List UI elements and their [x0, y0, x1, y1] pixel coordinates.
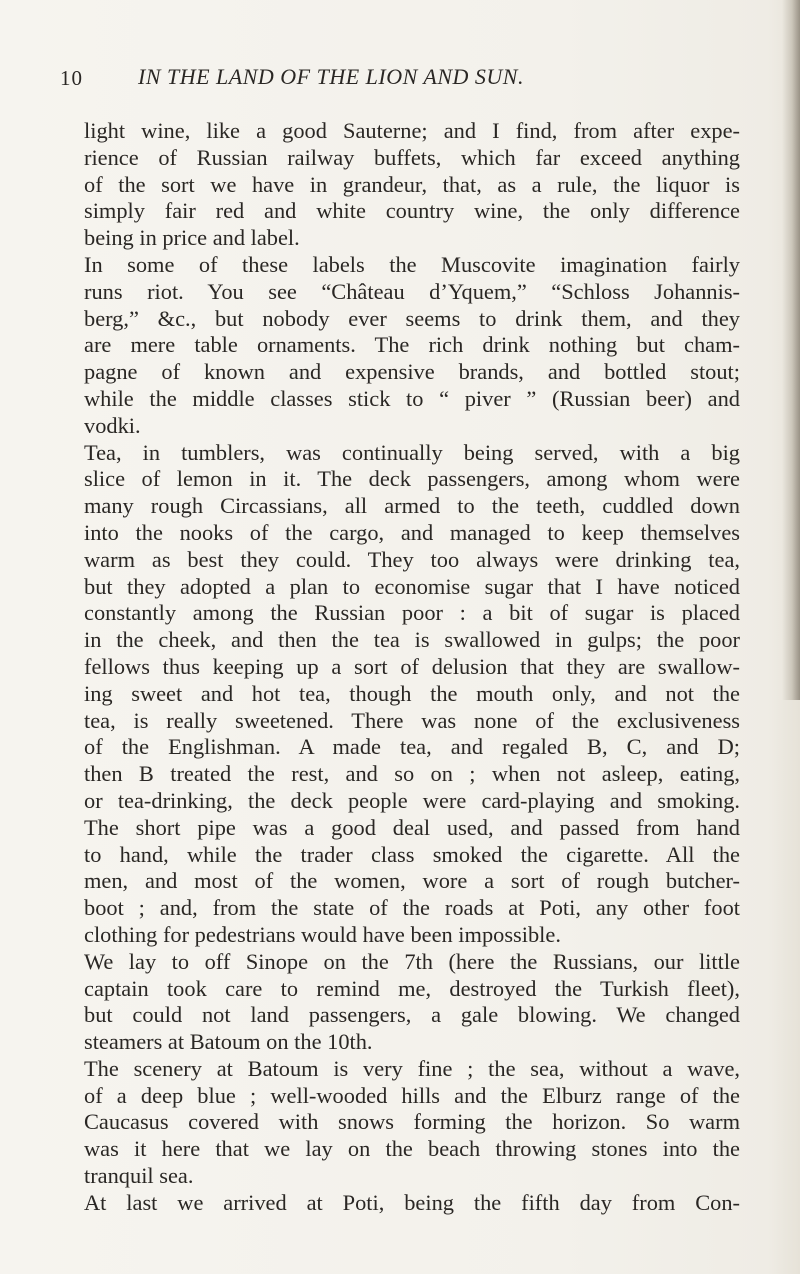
text-line: berg,” &c., but nobody ever seems to drink them, and they	[84, 305, 740, 331]
text-line: Caucasus covered with snows forming the horizon. So warm	[84, 1109, 740, 1135]
text-line: fellows thus keeping up a sort of delusion that they are swallow-	[84, 653, 740, 679]
text-line: steamers at Batoum on the 10th.	[84, 1029, 373, 1055]
text-line: light wine, like a good Sauterne; and I find, from after expe-	[84, 118, 740, 143]
text-line: The scenery at Batoum is very fine ; the sea, without a wave,	[84, 1055, 740, 1081]
text-line: tea, is really sweetened. There was none of the exclusiveness	[84, 707, 740, 733]
page-number: 10	[60, 66, 83, 90]
text-line: pagne of known and expensive brands, and bottled stout;	[84, 359, 740, 385]
text-line: ing sweet and hot tea, though the mouth only, and not the	[84, 680, 740, 706]
text-line: Tea, in tumblers, was continually being served, with a big	[84, 439, 740, 465]
text-line: into the nooks of the cargo, and managed to keep themselves	[84, 519, 740, 545]
text-line: being in price and label.	[84, 225, 300, 251]
text-line: are mere table ornaments. The rich drink nothing but cham-	[84, 332, 740, 358]
text-line: tranquil sea.	[84, 1163, 194, 1189]
text-line: vodki.	[84, 412, 141, 438]
text-line: or tea-drinking, the deck people were card-playing and smoking.	[84, 787, 740, 813]
text-line: while the middle classes stick to “ piver ” (Russian beer) and	[84, 385, 740, 411]
text-line: In some of these labels the Muscovite imagination fairly	[84, 251, 740, 277]
text-line: At last we arrived at Poti, being the fifth day from Con-	[84, 1189, 740, 1215]
text-line: many rough Circassians, all armed to the teeth, cuddled down	[84, 493, 740, 519]
page-edge-shadow	[782, 0, 800, 700]
text-line: constantly among the Russian poor : a bit of sugar is placed	[84, 600, 740, 626]
running-title: IN THE LAND OF THE LION AND SUN.	[138, 64, 524, 89]
text-line: boot ; and, from the state of the roads at Poti, any other foot	[84, 895, 740, 921]
text-line: to hand, while the trader class smoked the cigarette. All the	[84, 841, 740, 867]
text-line: of the Englishman. A made tea, and regaled B, C, and D;	[84, 734, 740, 760]
text-line: slice of lemon in it. The deck passengers, among whom were	[84, 466, 740, 492]
text-line: then B treated the rest, and so on ; when not asleep, eating,	[84, 761, 740, 787]
text-line: clothing for pedestrians would have been impossible.	[84, 921, 561, 947]
text-line: but they adopted a plan to economise sugar that I have noticed	[84, 573, 740, 599]
text-line: but could not land passengers, a gale blowing. We changed	[84, 1002, 740, 1028]
text-line: men, and most of the women, wore a sort of rough butcher-	[84, 868, 740, 894]
page-header	[60, 62, 760, 92]
text-line: runs riot. You see “Château d’Yquem,” “Schloss Johannis-	[84, 278, 740, 304]
text-line: We lay to off Sinope on the 7th (here the Russians, our little	[84, 948, 740, 974]
text-line: was it here that we lay on the beach throwing stones into the	[84, 1136, 740, 1162]
text-line: of a deep blue ; well-wooded hills and the Elburz range of the	[84, 1082, 740, 1108]
text-line: rience of Russian railway buffets, which far exceed anything	[84, 144, 740, 170]
text-line: simply fair red and white country wine, the only difference	[84, 198, 740, 224]
body-text	[84, 118, 740, 1217]
text-line: warm as best they could. They too always were drinking tea,	[84, 546, 740, 572]
text-line: of the sort we have in grandeur, that, as a rule, the liquor is	[84, 171, 740, 197]
text-line: in the cheek, and then the tea is swallowed in gulps; the poor	[84, 627, 740, 653]
text-line: The short pipe was a good deal used, and passed from hand	[84, 814, 740, 840]
text-line: captain took care to remind me, destroyed the Turkish fleet),	[84, 975, 740, 1001]
